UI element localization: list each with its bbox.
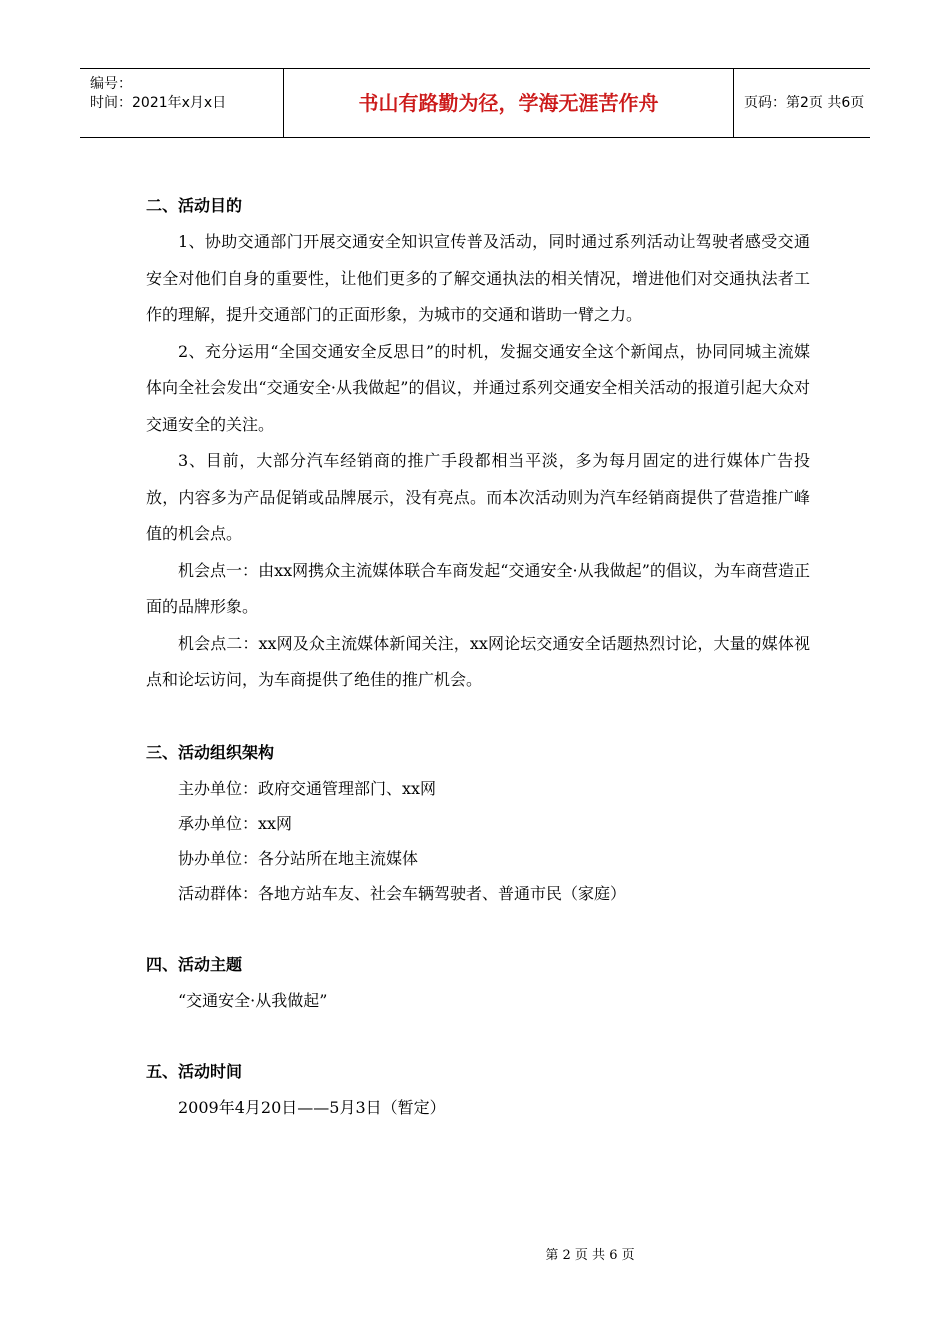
org-co-organizer: 协办单位：各分站所在地主流媒体 bbox=[178, 848, 419, 868]
page-footer bbox=[0, 1244, 950, 1263]
section-heading-time: 五、活动时间 bbox=[146, 1061, 243, 1081]
header-page-info: 页码：第2页 共6页 bbox=[744, 95, 865, 111]
purpose-paragraph-5: 机会点二：xx网及众主流媒体新闻关注，xx网论坛交通安全话题热烈讨论，大量的媒体视点和论坛访问，为车商提供了绝佳的推广机会。 bbox=[146, 633, 810, 689]
org-organizer: 承办单位：xx网 bbox=[178, 813, 293, 833]
purpose-paragraph-3: 3、目前，大部分汽车经销商的推广手段都相当平淡，多为每月固定的进行媒体广告投放，内容多为产品促销或品牌展示，没有亮点。而本次活动则为汽车经销商提供了营造推广峰值的机会点。 bbox=[146, 451, 810, 543]
header-motto: 书山有路勤为径，学海无涯苦作舟 bbox=[284, 69, 734, 137]
date-label: 时间：2021年x月x日 bbox=[90, 95, 227, 111]
document-body bbox=[146, 188, 810, 1125]
purpose-paragraph-2: 2、充分运用“全国交通安全反思日”的时机，发掘交通安全这个新闻点，协同同城主流媒体向全社会发出“交通安全·从我做起”的倡议，并通过系列交通安全相关活动的报道引起大众对交通安全的关注。 bbox=[146, 341, 810, 434]
purpose-paragraph-1: 1、协助交通部门开展交通安全知识宣传普及活动，同时通过系列活动让驾驶者感受交通安全对他们自身的重要性，让他们更多的了解交通执法的相关情况，增进他们对交通执法者工作的理解，提升交通部门的正面形象，为城市的交通和谐助一臂之力。 bbox=[146, 232, 810, 324]
header-meta-cell bbox=[80, 69, 284, 137]
page-header bbox=[80, 68, 870, 138]
theme-text: “交通安全·从我做起” bbox=[178, 990, 328, 1010]
org-audience: 活动群体：各地方站车友、社会车辆驾驶者、普通市民（家庭） bbox=[178, 883, 627, 903]
serial-label: 编号： bbox=[90, 76, 132, 92]
section-heading-organization: 三、活动组织架构 bbox=[146, 742, 275, 762]
section-heading-theme: 四、活动主题 bbox=[146, 954, 243, 974]
org-host: 主办单位：政府交通管理部门、xx网 bbox=[178, 778, 437, 798]
footer-page-number: 第 2 页 共 6 页 bbox=[545, 1248, 635, 1263]
section-heading-purpose: 二、活动目的 bbox=[146, 196, 243, 215]
purpose-paragraph-4: 机会点一：由xx网携众主流媒体联合车商发起“交通安全·从我做起”的倡议，为车商营造正面的品牌形象。 bbox=[146, 560, 810, 616]
time-text: 2009年4月20日——5月3日（暂定） bbox=[178, 1097, 446, 1117]
